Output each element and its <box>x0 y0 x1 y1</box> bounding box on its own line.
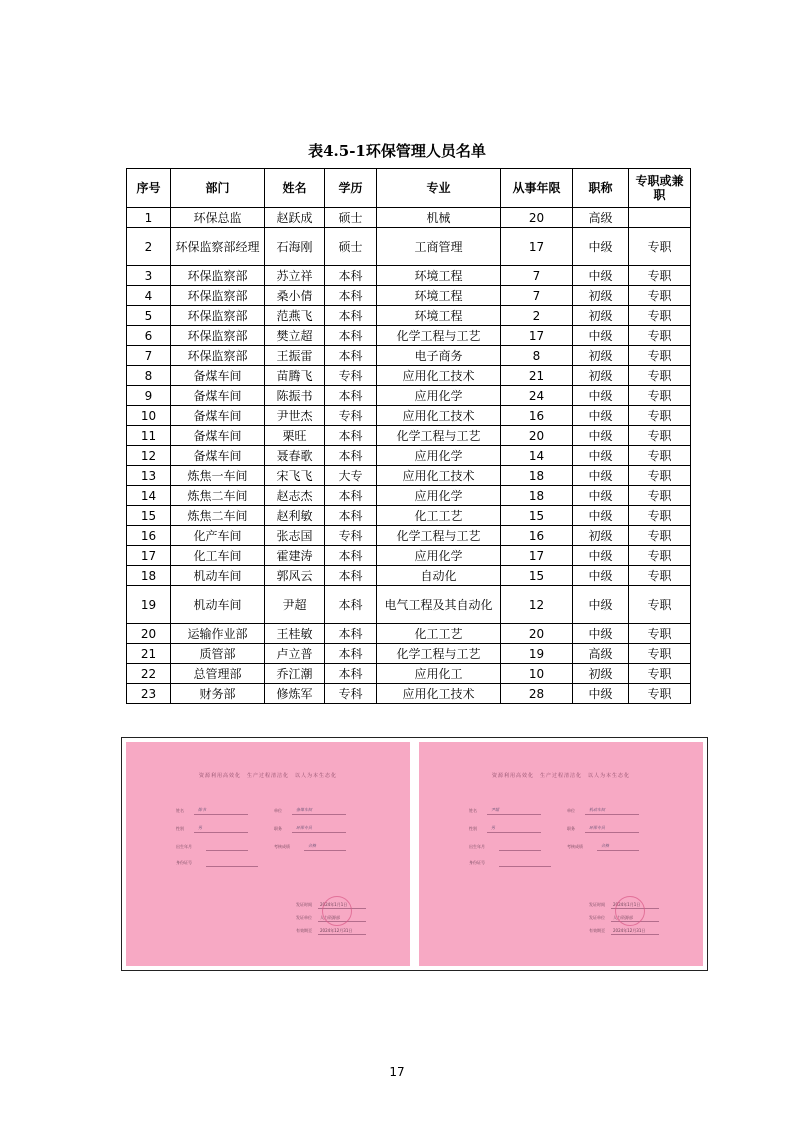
column-header: 职称 <box>573 169 629 208</box>
certificate-field-label: 性别 <box>469 826 477 831</box>
certificate-footer-label: 有效期至 <box>296 928 312 933</box>
certificate-field-value: 男 <box>491 825 495 830</box>
table-cell: 13 <box>127 466 171 486</box>
table-cell: 专职 <box>629 326 691 346</box>
table-cell: 备煤车间 <box>171 386 265 406</box>
table-cell: 王振雷 <box>265 346 325 366</box>
table-cell: 王桂敏 <box>265 624 325 644</box>
table-cell: 28 <box>501 684 573 704</box>
certificate-field-line <box>487 814 541 815</box>
certificate-footer-line <box>611 934 659 935</box>
table-cell: 化学工程与工艺 <box>377 326 501 346</box>
table-cell: 应用化学 <box>377 486 501 506</box>
column-header: 部门 <box>171 169 265 208</box>
staff-table <box>126 168 691 704</box>
table-cell: 环保监察部 <box>171 286 265 306</box>
seal-stamp-icon <box>615 896 645 926</box>
table-row <box>127 366 691 386</box>
table-cell: 专科 <box>325 406 377 426</box>
table-cell: 大专 <box>325 466 377 486</box>
certificate-footer-label: 发证单位 <box>296 915 312 920</box>
table-cell: 中级 <box>573 466 629 486</box>
certificate-footer-label: 发证时间 <box>589 902 605 907</box>
table-cell: 桑小倩 <box>265 286 325 306</box>
table-cell: 赵跃成 <box>265 208 325 228</box>
table-cell: 应用化学 <box>377 446 501 466</box>
certificate-field-label: 出生年月 <box>176 844 192 849</box>
certificate-field-line <box>487 832 541 833</box>
certificate-field-label: 性别 <box>176 826 184 831</box>
certificate-field-value: 环保专员 <box>589 825 605 830</box>
table-cell: 17 <box>501 228 573 266</box>
table-cell: 6 <box>127 326 171 346</box>
table-cell: 4 <box>127 286 171 306</box>
table-cell: 中级 <box>573 566 629 586</box>
table-cell: 郭风云 <box>265 566 325 586</box>
table-cell: 乔江潮 <box>265 664 325 684</box>
table-row <box>127 466 691 486</box>
column-header: 姓名 <box>265 169 325 208</box>
table-cell: 总管理部 <box>171 664 265 684</box>
certificate-field-line <box>585 814 639 815</box>
table-cell: 应用化工 <box>377 664 501 684</box>
certificate-field-value: 机动车间 <box>589 807 605 812</box>
certificate-field-label: 职务 <box>274 826 282 831</box>
table-cell: 电子商务 <box>377 346 501 366</box>
certificate-field-line <box>292 832 346 833</box>
table-cell: 环保监察部 <box>171 326 265 346</box>
table-cell: 本科 <box>325 446 377 466</box>
table-cell: 备煤车间 <box>171 406 265 426</box>
table-cell: 专职 <box>629 446 691 466</box>
table-cell: 应用化工技术 <box>377 366 501 386</box>
table-row <box>127 506 691 526</box>
table-cell: 机动车间 <box>171 566 265 586</box>
certificate-footer-label: 发证单位 <box>589 915 605 920</box>
table-cell: 2 <box>127 228 171 266</box>
table-cell: 本科 <box>325 386 377 406</box>
certificate-field-line <box>206 866 258 867</box>
table-cell: 专职 <box>629 566 691 586</box>
table-cell: 中级 <box>573 624 629 644</box>
table-cell: 9 <box>127 386 171 406</box>
table-cell: 本科 <box>325 286 377 306</box>
table-cell: 化工工艺 <box>377 624 501 644</box>
table-cell: 15 <box>501 566 573 586</box>
table-row <box>127 486 691 506</box>
table-cell: 中级 <box>573 506 629 526</box>
table-cell: 工商管理 <box>377 228 501 266</box>
table-row <box>127 684 691 704</box>
table-cell: 初级 <box>573 346 629 366</box>
table-cell: 本科 <box>325 326 377 346</box>
table-cell: 专职 <box>629 644 691 664</box>
table-cell: 自动化 <box>377 566 501 586</box>
table-cell: 财务部 <box>171 684 265 704</box>
table-cell: 19 <box>501 644 573 664</box>
table-cell: 备煤车间 <box>171 426 265 446</box>
table-row <box>127 446 691 466</box>
table-cell: 尹超 <box>265 586 325 624</box>
certificate-slogan: 资源利用高效化 生产过程清洁化 以人为本生态化 <box>198 773 337 779</box>
table-cell: 本科 <box>325 664 377 684</box>
table-cell: 中级 <box>573 486 629 506</box>
certificate-field-line <box>597 850 639 851</box>
table-cell: 15 <box>127 506 171 526</box>
table-cell: 中级 <box>573 546 629 566</box>
table-cell: 20 <box>501 624 573 644</box>
table-cell: 硕士 <box>325 208 377 228</box>
table-cell: 本科 <box>325 566 377 586</box>
table-cell: 环保总监 <box>171 208 265 228</box>
certificate-field-label: 职务 <box>567 826 575 831</box>
table-cell: 炼焦二车间 <box>171 506 265 526</box>
table-cell: 本科 <box>325 644 377 664</box>
table-cell: 炼焦二车间 <box>171 486 265 506</box>
table-cell: 专职 <box>629 664 691 684</box>
table-cell: 21 <box>127 644 171 664</box>
table-cell: 专职 <box>629 286 691 306</box>
table-cell: 20 <box>501 426 573 446</box>
table-cell: 初级 <box>573 366 629 386</box>
table-cell: 樊立超 <box>265 326 325 346</box>
table-cell: 20 <box>501 208 573 228</box>
certificate-field-label: 考核成绩 <box>567 844 583 849</box>
table-cell: 化产车间 <box>171 526 265 546</box>
table-cell: 高级 <box>573 644 629 664</box>
table-cell: 环保监察部 <box>171 266 265 286</box>
table-cell: 中级 <box>573 684 629 704</box>
certificate-field-value: 备煤车间 <box>296 807 312 812</box>
table-cell: 苏立祥 <box>265 266 325 286</box>
table-cell: 宋飞飞 <box>265 466 325 486</box>
table-cell: 环境工程 <box>377 286 501 306</box>
table-cell: 化学工程与工艺 <box>377 644 501 664</box>
column-header: 序号 <box>127 169 171 208</box>
certificate-field-line <box>194 832 248 833</box>
table-cell: 专职 <box>629 426 691 446</box>
table-cell: 陈振书 <box>265 386 325 406</box>
table-cell: 高级 <box>573 208 629 228</box>
table-cell: 专职 <box>629 586 691 624</box>
table-cell: 8 <box>127 366 171 386</box>
certificate-field-label: 姓名 <box>176 808 184 813</box>
table-cell: 11 <box>127 426 171 446</box>
table-cell: 石海刚 <box>265 228 325 266</box>
certificate-photo-1 <box>126 742 410 966</box>
table-cell: 化学工程与工艺 <box>377 526 501 546</box>
table-cell: 炼焦一车间 <box>171 466 265 486</box>
table-row <box>127 644 691 664</box>
table-cell: 化工工艺 <box>377 506 501 526</box>
table-cell: 24 <box>501 386 573 406</box>
table-cell: 本科 <box>325 486 377 506</box>
certificate-field-value: 环保专员 <box>296 825 312 830</box>
table-cell: 本科 <box>325 586 377 624</box>
table-cell: 化学工程与工艺 <box>377 426 501 446</box>
table-cell: 16 <box>501 406 573 426</box>
table-cell: 18 <box>127 566 171 586</box>
table-row <box>127 306 691 326</box>
column-header: 学历 <box>325 169 377 208</box>
table-cell: 赵利敏 <box>265 506 325 526</box>
table-row <box>127 546 691 566</box>
table-cell: 张志国 <box>265 526 325 546</box>
certificate-footer-label: 有效期至 <box>589 928 605 933</box>
table-cell: 中级 <box>573 406 629 426</box>
table-cell: 尹世杰 <box>265 406 325 426</box>
table-cell: 机动车间 <box>171 586 265 624</box>
table-cell: 环保监察部经理 <box>171 228 265 266</box>
table-cell: 7 <box>127 346 171 366</box>
table-cell: 专职 <box>629 366 691 386</box>
column-header: 专职或兼职 <box>629 169 691 208</box>
table-cell: 备煤车间 <box>171 446 265 466</box>
table-cell: 修炼军 <box>265 684 325 704</box>
certificate-field-label: 单位 <box>567 808 575 813</box>
table-cell: 10 <box>127 406 171 426</box>
certificate-field-line <box>292 814 346 815</box>
certificate-footer-label: 发证时间 <box>296 902 312 907</box>
table-row <box>127 664 691 684</box>
table-cell: 专职 <box>629 266 691 286</box>
table-cell: 初级 <box>573 526 629 546</box>
table-row <box>127 526 691 546</box>
table-row <box>127 286 691 306</box>
table-cell: 专职 <box>629 486 691 506</box>
table-cell: 质管部 <box>171 644 265 664</box>
table-cell: 21 <box>501 366 573 386</box>
table-cell: 本科 <box>325 624 377 644</box>
column-header: 专业 <box>377 169 501 208</box>
table-cell: 23 <box>127 684 171 704</box>
table-cell: 7 <box>501 266 573 286</box>
table-cell: 本科 <box>325 426 377 446</box>
table-cell: 专科 <box>325 526 377 546</box>
table-cell: 专职 <box>629 624 691 644</box>
table-cell: 专职 <box>629 406 691 426</box>
table-cell: 8 <box>501 346 573 366</box>
table-cell: 中级 <box>573 446 629 466</box>
table-cell: 专职 <box>629 228 691 266</box>
table-cell: 聂春歌 <box>265 446 325 466</box>
table-cell: 专职 <box>629 546 691 566</box>
table-cell: 应用化工技术 <box>377 466 501 486</box>
table-cell: 中级 <box>573 326 629 346</box>
table-cell: 12 <box>501 586 573 624</box>
certificate-field-line <box>206 850 248 851</box>
table-cell: 17 <box>501 326 573 346</box>
table-cell: 运输作业部 <box>171 624 265 644</box>
certificate-field-line <box>194 814 248 815</box>
table-cell: 中级 <box>573 266 629 286</box>
certificate-slogan: 资源利用高效化 生产过程清洁化 以人为本生态化 <box>491 773 630 779</box>
table-cell: 电气工程及其自动化 <box>377 586 501 624</box>
certificate-footer-value: 2024年12月31日 <box>320 928 353 933</box>
certificate-field-value: 合格 <box>601 843 609 848</box>
certificate-photos <box>121 737 708 971</box>
certificate-field-line <box>499 850 541 851</box>
table-row <box>127 566 691 586</box>
table-cell: 17 <box>127 546 171 566</box>
certificate-footer-value: 2024年1月1日 <box>613 902 641 907</box>
certificate-footer-line <box>318 934 366 935</box>
table-cell: 霍建涛 <box>265 546 325 566</box>
table-cell: 专职 <box>629 684 691 704</box>
table-cell: 应用化工技术 <box>377 406 501 426</box>
certificate-field-line <box>499 866 551 867</box>
table-cell: 17 <box>501 546 573 566</box>
table-cell: 2 <box>501 306 573 326</box>
table-cell: 本科 <box>325 346 377 366</box>
table-cell: 环保监察部 <box>171 346 265 366</box>
certificate-field-line <box>585 832 639 833</box>
table-cell: 环境工程 <box>377 266 501 286</box>
table-cell: 专职 <box>629 346 691 366</box>
certificate-field-label: 身份证号 <box>469 860 485 865</box>
table-cell: 机械 <box>377 208 501 228</box>
table-cell: 专职 <box>629 526 691 546</box>
table-cell: 苗腾飞 <box>265 366 325 386</box>
table-cell: 本科 <box>325 266 377 286</box>
table-row <box>127 228 691 266</box>
table-cell: 14 <box>501 446 573 466</box>
table-cell: 14 <box>127 486 171 506</box>
table-row <box>127 624 691 644</box>
table-row <box>127 586 691 624</box>
table-cell: 环保监察部 <box>171 306 265 326</box>
table-cell <box>629 208 691 228</box>
certificate-field-label: 身份证号 <box>176 860 192 865</box>
certificate-field-value: 合格 <box>308 843 316 848</box>
table-cell: 15 <box>501 506 573 526</box>
table-row <box>127 208 691 228</box>
table-row <box>127 266 691 286</box>
table-cell: 化工车间 <box>171 546 265 566</box>
table-cell: 19 <box>127 586 171 624</box>
table-cell: 环境工程 <box>377 306 501 326</box>
table-cell: 栗旺 <box>265 426 325 446</box>
table-cell: 应用化学 <box>377 546 501 566</box>
table-cell: 范燕飞 <box>265 306 325 326</box>
certificate-field-line <box>304 850 346 851</box>
table-cell: 1 <box>127 208 171 228</box>
table-cell: 3 <box>127 266 171 286</box>
table-row <box>127 426 691 446</box>
certificate-photo-2 <box>419 742 703 966</box>
certificate-footer-value: 人力资源部 <box>320 915 340 920</box>
table-row <box>127 386 691 406</box>
table-cell: 中级 <box>573 426 629 446</box>
table-cell: 赵志杰 <box>265 486 325 506</box>
table-cell: 应用化学 <box>377 386 501 406</box>
table-row <box>127 346 691 366</box>
table-cell: 专职 <box>629 386 691 406</box>
table-cell: 专职 <box>629 506 691 526</box>
certificate-field-value: 尹超 <box>491 807 499 812</box>
table-cell: 专职 <box>629 466 691 486</box>
table-body <box>127 208 691 704</box>
table-cell: 中级 <box>573 228 629 266</box>
table-cell: 本科 <box>325 506 377 526</box>
table-cell: 初级 <box>573 286 629 306</box>
table-cell: 本科 <box>325 546 377 566</box>
table-cell: 5 <box>127 306 171 326</box>
table-cell: 18 <box>501 466 573 486</box>
table-cell: 16 <box>501 526 573 546</box>
table-row <box>127 326 691 346</box>
table-cell: 7 <box>501 286 573 306</box>
table-cell: 初级 <box>573 664 629 684</box>
certificate-field-label: 单位 <box>274 808 282 813</box>
page-number: 17 <box>389 1065 405 1079</box>
table-cell: 16 <box>127 526 171 546</box>
certificate-field-label: 出生年月 <box>469 844 485 849</box>
table-cell: 初级 <box>573 306 629 326</box>
table-cell: 专职 <box>629 306 691 326</box>
certificate-footer-value: 2024年1月1日 <box>320 902 348 907</box>
table-cell: 20 <box>127 624 171 644</box>
table-cell: 应用化工技术 <box>377 684 501 704</box>
table-row <box>127 406 691 426</box>
certificate-footer-value: 2024年12月31日 <box>613 928 646 933</box>
table-cell: 12 <box>127 446 171 466</box>
table-cell: 中级 <box>573 586 629 624</box>
table-cell: 专科 <box>325 366 377 386</box>
table-cell: 备煤车间 <box>171 366 265 386</box>
column-header: 从事年限 <box>501 169 573 208</box>
table-cell: 10 <box>501 664 573 684</box>
certificate-footer-value: 人力资源部 <box>613 915 633 920</box>
certificate-field-value: 男 <box>198 825 202 830</box>
table-cell: 硕士 <box>325 228 377 266</box>
certificate-field-label: 姓名 <box>469 808 477 813</box>
certificate-field-label: 考核成绩 <box>274 844 290 849</box>
table-cell: 本科 <box>325 306 377 326</box>
table-cell: 专科 <box>325 684 377 704</box>
seal-stamp-icon <box>322 896 352 926</box>
table-cell: 卢立普 <box>265 644 325 664</box>
certificate-field-value: 陈书 <box>198 807 206 812</box>
table-title: 表4.5-1环保管理人员名单 <box>308 142 486 160</box>
table-cell: 中级 <box>573 386 629 406</box>
table-cell: 22 <box>127 664 171 684</box>
table-header-row <box>127 169 691 208</box>
table-cell: 18 <box>501 486 573 506</box>
